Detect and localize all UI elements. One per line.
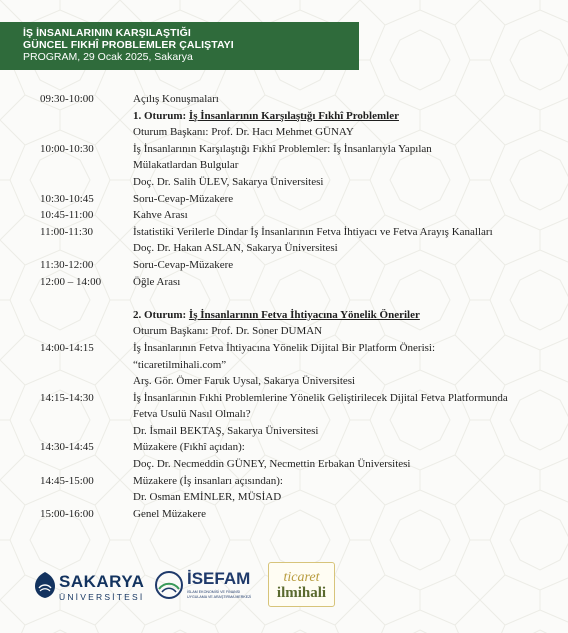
schedule-line: İş İnsanlarının Fıkhi Problemlerine Yönelik Geliştirilecek Dijital Fetva Platformunda (133, 391, 508, 404)
isefam-name: İSEFAM (187, 569, 251, 588)
schedule-row (40, 141, 560, 191)
schedule-line: Doç. Dr. Salih ÜLEV, Sakarya Üniversitesi (133, 175, 324, 188)
schedule-line: Soru-Cevap-Müzakere (133, 192, 234, 205)
schedule-time: 10:00-10:30 (40, 142, 94, 155)
schedule-items (133, 91, 560, 141)
isefam-emblem-icon (154, 570, 184, 600)
schedule-items (133, 257, 560, 274)
schedule-line: Kahve Arası (133, 209, 188, 222)
schedule-line: Müzakere (İş insanları açısından): (133, 474, 283, 487)
schedule-row (40, 274, 560, 291)
schedule-time: 11:30-12:00 (40, 258, 94, 271)
session-number: 2. Oturum: (133, 308, 189, 321)
schedule-items (133, 191, 560, 208)
schedule-line: Açılış Konuşmaları (133, 93, 219, 105)
isefam-subtitle-1: İSLAM EKONOMİSİ VE FİNANSI (187, 590, 241, 594)
schedule-line: İstatistiki Verilerle Dindar İş İnsanlarının Fetva İhtiyacı ve Fetva Arayış Kanalları (133, 225, 493, 238)
schedule-items (133, 340, 560, 390)
schedule-line: Oturum Başkanı: Prof. Dr. Hacı Mehmet GÜNAY (133, 126, 354, 139)
schedule-time: 14:45-15:00 (40, 474, 94, 487)
schedule-row (40, 191, 560, 208)
schedule-time: 10:45-11:00 (40, 209, 94, 222)
schedule-line: Soru-Cevap-Müzakere (133, 258, 234, 271)
schedule-spacer (40, 290, 560, 307)
schedule-line: Dr. Osman EMİNLER, MÜSİAD (133, 491, 282, 504)
header-title-line2: GÜNCEL FIKHÎ PROBLEMLER ÇALIŞTAYI (23, 39, 234, 51)
schedule-time: 12:00 – 14:00 (40, 275, 102, 288)
logos-footer (0, 562, 568, 612)
schedule-row (40, 257, 560, 274)
schedule-items (133, 506, 560, 523)
header-banner (0, 22, 359, 70)
schedule-line: Doç. Dr. Necmeddin GÜNEY, Necmettin Erbakan Üniversitesi (133, 458, 411, 471)
schedule-line: Oturum Başkanı: Prof. Dr. Soner DUMAN (133, 325, 323, 338)
sakarya-emblem-icon (33, 571, 57, 599)
header-subtitle: PROGRAM, 29 Ocak 2025, Sakarya (23, 51, 193, 63)
schedule-line: Genel Müzakere (133, 507, 206, 520)
schedule-row (40, 506, 560, 523)
schedule-time: 14:30-14:45 (40, 441, 94, 454)
schedule-line: İş İnsanlarının Fetva İhtiyacına Yönelik Dijital Bir Platform Önerisi: (133, 341, 436, 354)
ticaret-logo-top: ticaret (283, 570, 320, 585)
schedule-time: 11:00-11:30 (40, 225, 93, 238)
ticaret-ilmihali-logo (268, 562, 335, 607)
schedule-line: Müzakere (Fıkhî açıdan): (133, 441, 245, 454)
ticaret-logo-bottom: ilmihali (276, 585, 327, 601)
schedule-items (133, 141, 560, 191)
schedule-time: 14:00-14:15 (40, 341, 94, 354)
schedule-items (133, 439, 560, 472)
schedule-row (40, 224, 560, 257)
schedule-row (40, 473, 560, 506)
schedule-items (133, 390, 560, 440)
program-schedule (40, 91, 560, 522)
schedule-row (40, 390, 560, 440)
schedule-line: Öğle Arası (133, 275, 181, 288)
session-title (133, 108, 560, 125)
schedule-items (133, 207, 560, 224)
schedule-line: “ticaretilmihali.com” (133, 358, 227, 371)
session-number: 1. Oturum: (133, 109, 189, 122)
isefam-logo (154, 568, 259, 610)
schedule-row (40, 91, 560, 141)
sakarya-name: SAKARYA (59, 572, 145, 591)
schedule-line: Fetva Usulü Nasıl Olmalı? (133, 408, 251, 421)
schedule-time (40, 307, 133, 340)
schedule-row (40, 207, 560, 224)
header-title-line1: İŞ İNSANLARININ KARŞILAŞTIĞI (23, 27, 191, 39)
schedule-time: 15:00-16:00 (40, 507, 94, 520)
sakarya-logo (33, 570, 143, 610)
schedule-line: Mülakatlardan Bulgular (133, 159, 239, 172)
session-title (133, 307, 560, 324)
schedule-items (133, 274, 560, 291)
schedule-time: 10:30-10:45 (40, 192, 94, 205)
session-name: İş İnsanlarının Fetva İhtiyacına Yönelik Öneriler (188, 308, 420, 321)
schedule-items (133, 307, 560, 340)
schedule-items (133, 224, 560, 257)
schedule-line: Doç. Dr. Hakan ASLAN, Sakarya Üniversitesi (133, 242, 338, 255)
schedule-time: 14:15-14:30 (40, 391, 94, 404)
sakarya-subtitle: ÜNİVERSİTESİ (59, 592, 145, 602)
schedule-time: 09:30-10:00 (40, 93, 94, 105)
isefam-subtitle-2: UYGULAMA VE ARAŞTIRMA MERKEZİ (187, 595, 252, 599)
schedule-row (40, 307, 560, 340)
schedule-line: Dr. İsmail BEKTAŞ, Sakarya Üniversitesi (133, 424, 319, 437)
schedule-line: Arş. Gör. Ömer Faruk Uysal, Sakarya Üniversitesi (133, 375, 356, 388)
schedule-row (40, 439, 560, 472)
schedule-line: İş İnsanlarının Karşılaştığı Fıkhî Problemler: İş İnsanlarıyla Yapılan (133, 142, 432, 155)
schedule-items (133, 473, 560, 506)
session-name: İş İnsanlarının Karşılaştığı Fıkhî Problemler (188, 109, 399, 122)
schedule-row (40, 340, 560, 390)
